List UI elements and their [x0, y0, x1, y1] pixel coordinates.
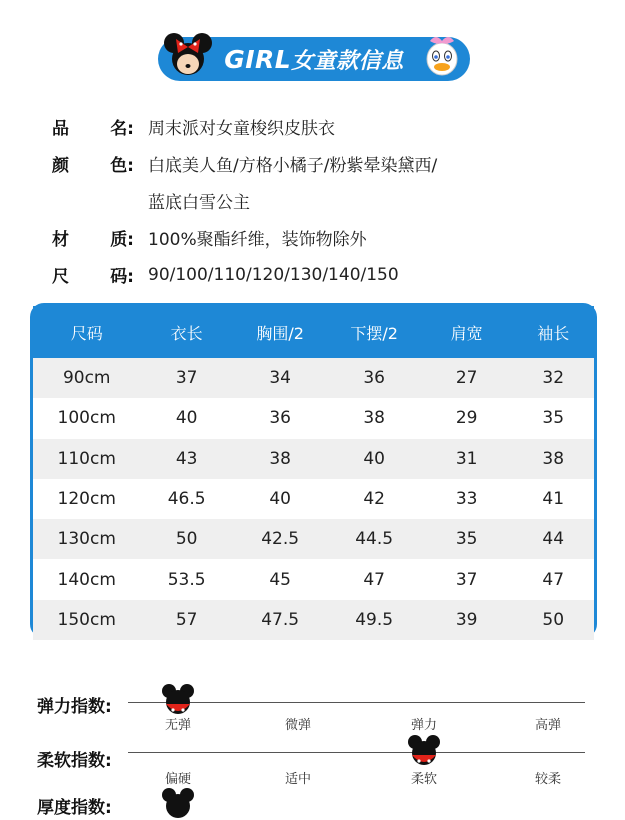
- product-info: [52, 108, 592, 293]
- info-value: 白底美人鱼/方格小橘子/粉紫晕染黛西/: [148, 156, 438, 176]
- table-cell: 29: [455, 408, 478, 429]
- table-cell: 130cm: [57, 529, 116, 550]
- banner-title: [224, 44, 404, 75]
- info-value: 90/100/110/120/130/140/150: [148, 264, 399, 285]
- index-option: 弹力: [410, 718, 438, 733]
- info-key-char: 材: [52, 230, 69, 250]
- table-cell: 31: [455, 448, 478, 469]
- index-label: 柔软指数:: [37, 751, 112, 771]
- table-cell: 35: [455, 529, 478, 550]
- mickey-marker-icon: [407, 733, 441, 767]
- mickey-marker-icon: [161, 682, 195, 716]
- info-key-char: 尺: [52, 267, 69, 287]
- table-cell: 90cm: [62, 368, 111, 389]
- index-option: 柔软: [410, 772, 438, 787]
- info-row-color-cont: [52, 182, 592, 219]
- table-cell: 40: [175, 408, 198, 429]
- mickey-marker-icon: [161, 786, 195, 820]
- info-value: 周末派对女童梭织皮肤衣: [148, 119, 335, 139]
- table-cell: 39: [455, 609, 478, 630]
- table-cell: 46.5: [167, 489, 206, 510]
- info-key-char: 品: [52, 119, 69, 139]
- table-cell: 47: [542, 569, 565, 590]
- header-cell: 尺码: [70, 323, 103, 343]
- table-cell: 40: [269, 489, 291, 510]
- table-cell: 27: [455, 368, 478, 389]
- table-cell: 47: [363, 569, 385, 590]
- info-row-size: [52, 256, 592, 293]
- header-cell: 肩宽: [450, 323, 483, 343]
- table-cell: 120cm: [57, 489, 116, 510]
- table-cell: 38: [542, 448, 565, 469]
- index-option: 无弹: [164, 718, 192, 733]
- info-value: 蓝底白雪公主: [148, 193, 250, 213]
- info-key-char: 码:: [110, 267, 134, 287]
- softness-index: [0, 735, 625, 795]
- elasticity-index: [0, 680, 625, 740]
- table-cell: 40: [363, 448, 385, 469]
- thickness-index: [0, 790, 625, 818]
- info-key: [52, 225, 148, 250]
- minnie-mouse-icon: [162, 29, 214, 81]
- table-cell: 140cm: [57, 569, 116, 590]
- table-cell: 33: [455, 489, 478, 510]
- table-row: [33, 439, 594, 479]
- header-cell: 下摆/2: [350, 323, 398, 343]
- table-row: [33, 559, 594, 599]
- info-key: [52, 151, 148, 176]
- table-cell: 38: [363, 408, 385, 429]
- table-cell: 50: [175, 529, 198, 550]
- table-cell: 100cm: [57, 408, 116, 429]
- table-cell: 50: [542, 609, 565, 630]
- header-cell: 胸围/2: [256, 323, 304, 343]
- index-line: [128, 702, 585, 703]
- info-row-color: [52, 145, 592, 182]
- banner-girl-text: GIRL: [224, 44, 292, 74]
- table-row: [33, 398, 594, 438]
- table-cell: 44.5: [355, 529, 394, 550]
- table-cell: 35: [542, 408, 565, 429]
- table-cell: 42: [363, 489, 385, 510]
- table-cell: 57: [175, 609, 198, 630]
- index-label: 弹力指数:: [37, 697, 112, 717]
- info-value: 100%聚酯纤维，装饰物除外: [148, 230, 367, 250]
- index-option: 较柔: [534, 772, 562, 787]
- daisy-duck-icon: [416, 29, 468, 81]
- index-label: 厚度指数:: [37, 798, 112, 818]
- table-cell: 45: [269, 569, 291, 590]
- info-key: [52, 114, 148, 139]
- size-table: [30, 303, 597, 638]
- index-option: 适中: [284, 772, 312, 787]
- header-cell: 衣长: [170, 323, 203, 343]
- table-cell: 37: [455, 569, 478, 590]
- header-cell: 袖长: [537, 323, 570, 343]
- table-cell: 49.5: [355, 609, 394, 630]
- index-option: 高弹: [534, 718, 562, 733]
- info-key-char: 色:: [110, 156, 134, 176]
- table-row: [33, 479, 594, 519]
- table-cell: 41: [542, 489, 565, 510]
- table-cell: 110cm: [57, 448, 116, 469]
- header-banner: [158, 37, 470, 81]
- table-cell: 47.5: [261, 609, 300, 630]
- index-line: [128, 752, 585, 753]
- table-cell: 43: [175, 448, 198, 469]
- table-cell: 32: [542, 368, 565, 389]
- info-key-char: 名:: [110, 119, 134, 139]
- table-row: [33, 519, 594, 559]
- info-key-char: 质:: [110, 230, 134, 250]
- table-cell: 44: [542, 529, 565, 550]
- table-row: [33, 600, 594, 640]
- banner-title-text: 女童款信息: [291, 48, 404, 74]
- info-key: [52, 262, 148, 287]
- size-table-header: [33, 306, 594, 358]
- info-key-char: 颜: [52, 156, 69, 176]
- info-row-material: [52, 219, 592, 256]
- table-cell: 37: [175, 368, 198, 389]
- info-row-name: [52, 108, 592, 145]
- index-option: 微弹: [284, 718, 312, 733]
- table-cell: 36: [363, 368, 385, 389]
- table-cell: 53.5: [167, 569, 206, 590]
- table-cell: 150cm: [57, 609, 116, 630]
- table-row: [33, 358, 594, 398]
- table-cell: 34: [269, 368, 291, 389]
- table-cell: 36: [269, 408, 291, 429]
- table-cell: 38: [269, 448, 291, 469]
- size-table-body: [33, 358, 594, 640]
- table-cell: 42.5: [261, 529, 300, 550]
- index-option: 偏硬: [164, 772, 192, 787]
